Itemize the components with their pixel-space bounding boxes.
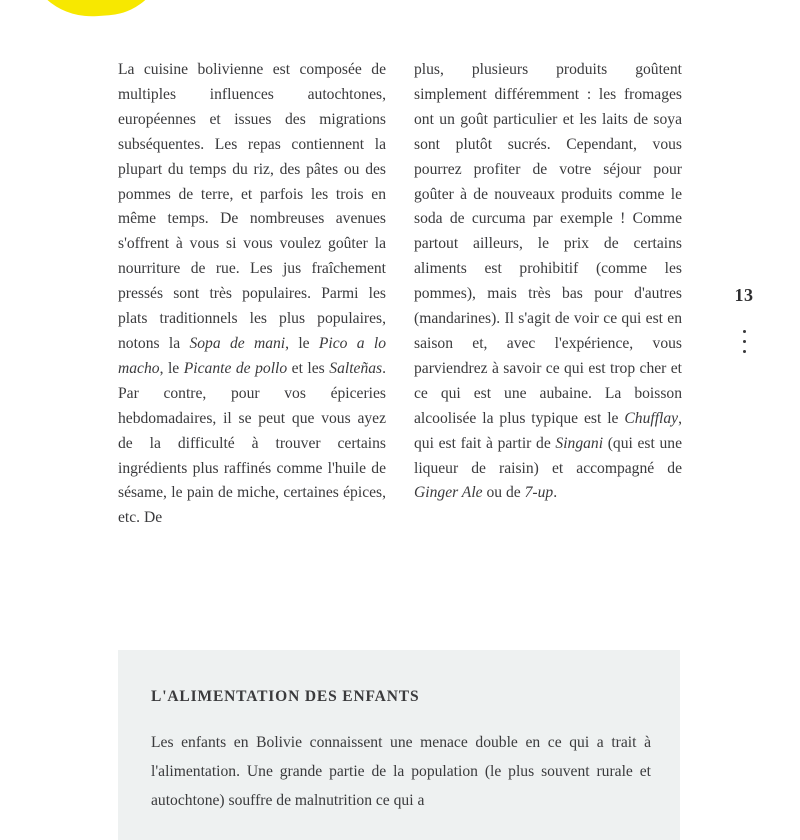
yellow-blob-decoration [0, 0, 230, 30]
folio [712, 286, 776, 353]
body-paragraph-left: La cuisine bolivienne est composée de multiples influences autochtones, européennes et issues des migrations subséquentes. Les repas contiennent la plupart du temps du riz, des pâtes ou des pommes de terre, et parfois les trois en même temps. De nombreuses avenues s'offrent à vous si vous voulez goûter la nourriture de rue. Les jus fraîchement pressés sont très populaires. Parmi les plats traditionnels les plus populaires, notons la Sopa de mani, le Pico a lo macho, le Picante de pollo et les Salteñas. Par contre, pour vos épiceries hebdomadaires, il se peut que vous ayez de la difficulté à trouver certains ingrédients plus raffinés comme l'huile de sésame, le pain de miche, certaines épices, etc. De [118, 61, 387, 527]
body-paragraph-right: plus, plusieurs produits goûtent simplement différemment : les fromages ont un goût particulier et les laits de soya sont plutôt sucrés. Cependant, vous pourrez profiter de votre séjour pour goûter à de nouveaux produits comme le soda de curcuma par exemple ! Comme partout ailleurs, le prix de certains aliments est prohibitif (comme les pommes), mais très bas pour d'autres (mandarines). Il s'agit de voir ce qui est en saison et, avec l'expérience, vous parviendrez à savoir ce qui est trop cher et ce qui est une aubaine. La boisson alcoolisée la plus typique est le Chufflay, qui est fait à partir de Singani (qui est une liqueur de raisin) et accompagné de Ginger Ale ou de 7-up. [414, 61, 683, 502]
callout-paragraph: Les enfants en Bolivie connaissent une menace double en ce qui a trait à l'alimentation. Une grande partie de la population (le plus souvent rurale et autochtone) souffre de malnutrition ce qui a [151, 734, 651, 809]
callout-heading: L'ALIMENTATION DES ENFANTS [151, 688, 420, 705]
dot [743, 330, 746, 333]
dot [743, 340, 746, 343]
callout-box [118, 650, 680, 840]
vertical-dots-icon [712, 330, 776, 353]
page-number: 13 [734, 285, 754, 305]
two-column-body [118, 58, 682, 531]
body-column-right [414, 58, 682, 531]
yellow-rounded-shape-icon [27, 0, 168, 21]
body-column-left [118, 58, 386, 531]
dot [743, 350, 746, 353]
